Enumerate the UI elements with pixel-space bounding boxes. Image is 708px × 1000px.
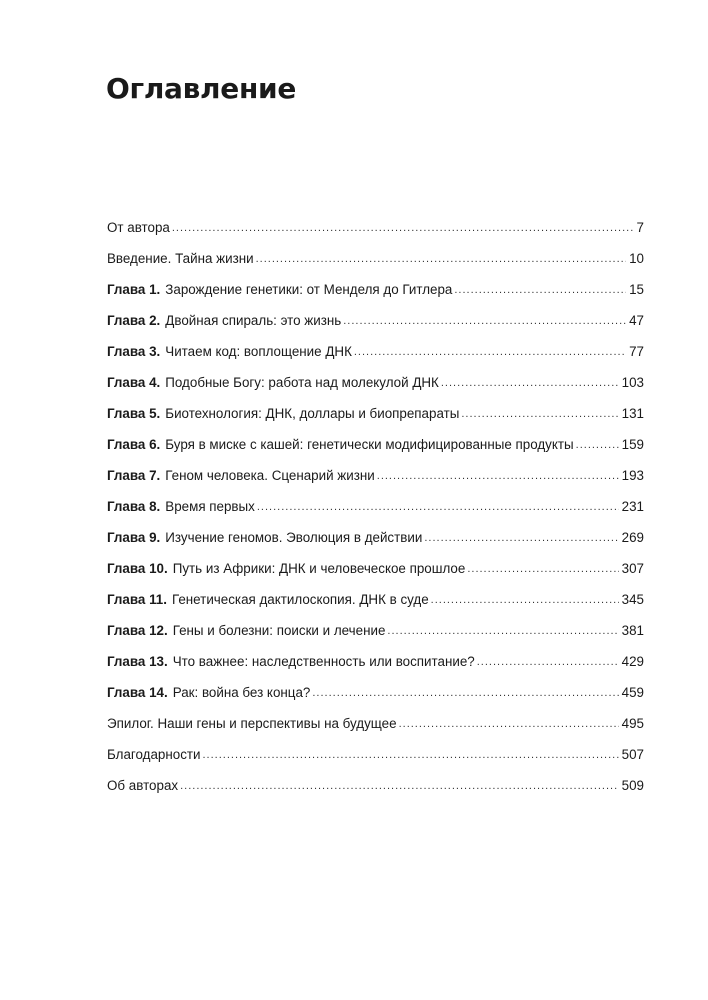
toc-entry xyxy=(107,745,644,776)
toc-page-number: 103 xyxy=(621,375,644,390)
dot-leader xyxy=(257,497,619,517)
toc-entry-label xyxy=(107,404,459,424)
dot-leader xyxy=(441,373,619,393)
toc-entry-title: Благодарности xyxy=(107,747,201,762)
toc-entry-title: Об авторах xyxy=(107,778,179,793)
toc-chapter-number: Глава 1. xyxy=(107,282,161,297)
dot-leader xyxy=(354,342,626,362)
toc-chapter-number: Глава 5. xyxy=(107,406,161,421)
toc-chapter-number: Глава 14. xyxy=(107,685,168,700)
dot-leader xyxy=(343,311,626,331)
toc-entry-title: Время первых xyxy=(165,499,255,514)
dot-leader xyxy=(467,559,618,579)
toc-page-number: 459 xyxy=(621,685,644,700)
dot-leader xyxy=(431,590,619,610)
toc-entry-title: Что важнее: наследственность или воспитание? xyxy=(172,654,475,669)
toc-page-number: 77 xyxy=(629,344,644,359)
toc-entry xyxy=(107,714,644,745)
toc-entry-label xyxy=(107,373,439,393)
toc-chapter-number: Глава 13. xyxy=(107,654,168,669)
toc-entry xyxy=(107,559,644,590)
toc-entry-title: Изучение геномов. Эволюция в действии xyxy=(165,530,423,545)
toc-entry-label xyxy=(107,559,465,579)
toc-entry xyxy=(107,342,644,373)
toc-chapter-number: Глава 6. xyxy=(107,437,161,452)
toc-entry-title: Двойная спираль: это жизнь xyxy=(165,313,342,328)
table-of-contents xyxy=(107,218,644,807)
dot-leader xyxy=(399,714,619,734)
toc-page-number: 429 xyxy=(621,654,644,669)
toc-entry-title: Эпилог. Наши гены и перспективы на будущее xyxy=(107,716,397,731)
dot-leader xyxy=(312,683,618,703)
toc-page-number: 381 xyxy=(621,623,644,638)
toc-entry-title: Гены и болезни: поиски и лечение xyxy=(172,623,386,638)
toc-entry-label xyxy=(107,249,254,269)
toc-chapter-number: Глава 4. xyxy=(107,375,161,390)
toc-entry xyxy=(107,590,644,621)
dot-leader xyxy=(454,280,626,300)
toc-entry-label xyxy=(107,435,574,455)
toc-entry xyxy=(107,621,644,652)
toc-entry-title: Рак: война без конца? xyxy=(172,685,311,700)
toc-entry xyxy=(107,776,644,807)
toc-entry-title: Введение. Тайна жизни xyxy=(107,251,254,266)
toc-page-number: 159 xyxy=(621,437,644,452)
toc-entry-label xyxy=(107,621,385,641)
toc-chapter-number: Глава 7. xyxy=(107,468,161,483)
toc-entry xyxy=(107,435,644,466)
toc-entry-title: Биотехнология: ДНК, доллары и биопрепараты xyxy=(165,406,460,421)
toc-entry xyxy=(107,373,644,404)
dot-leader xyxy=(377,466,619,486)
toc-page-number: 131 xyxy=(621,406,644,421)
toc-chapter-number: Глава 2. xyxy=(107,313,161,328)
dot-leader xyxy=(387,621,618,641)
toc-entry xyxy=(107,683,644,714)
toc-entry-label xyxy=(107,497,255,517)
toc-chapter-number: Глава 3. xyxy=(107,344,161,359)
toc-entry-title: Геном человека. Сценарий жизни xyxy=(165,468,375,483)
toc-entry xyxy=(107,218,644,249)
toc-entry-label xyxy=(107,342,352,362)
dot-leader xyxy=(180,776,619,796)
dot-leader xyxy=(172,218,634,238)
toc-entry-title: Зарождение генетики: от Менделя до Гитлера xyxy=(165,282,453,297)
toc-entry-label xyxy=(107,683,310,703)
toc-entry xyxy=(107,466,644,497)
toc-entry-label xyxy=(107,280,452,300)
toc-page-number: 509 xyxy=(621,778,644,793)
toc-page-number: 231 xyxy=(621,499,644,514)
toc-entry-label xyxy=(107,590,429,610)
toc-entry-label xyxy=(107,311,341,331)
toc-entry xyxy=(107,497,644,528)
toc-entry-title: От автора xyxy=(107,220,170,235)
dot-leader xyxy=(256,249,627,269)
toc-entry-title: Читаем код: воплощение ДНК xyxy=(165,344,352,359)
toc-entry-label xyxy=(107,466,375,486)
toc-entry xyxy=(107,528,644,559)
toc-entry-label xyxy=(107,528,422,548)
toc-entry xyxy=(107,404,644,435)
toc-page-number: 193 xyxy=(621,468,644,483)
toc-page-number: 307 xyxy=(621,561,644,576)
toc-page-number: 495 xyxy=(621,716,644,731)
toc-entry-title: Подобные Богу: работа над молекулой ДНК xyxy=(165,375,439,390)
dot-leader xyxy=(576,435,619,455)
dot-leader xyxy=(203,745,619,765)
toc-chapter-number: Глава 10. xyxy=(107,561,168,576)
toc-entry-label xyxy=(107,776,178,796)
toc-entry-title: Путь из Африки: ДНК и человеческое прошлое xyxy=(172,561,466,576)
toc-entry xyxy=(107,280,644,311)
dot-leader xyxy=(477,652,619,672)
toc-entry-title: Буря в миске с кашей: генетически модифицированные продукты xyxy=(165,437,574,452)
toc-page-number: 7 xyxy=(636,220,644,235)
toc-page-number: 345 xyxy=(621,592,644,607)
toc-entry-title: Генетическая дактилоскопия. ДНК в суде xyxy=(171,592,429,607)
toc-entry xyxy=(107,249,644,280)
toc-entry-label xyxy=(107,218,170,238)
toc-page-number: 10 xyxy=(629,251,644,266)
toc-entry-label xyxy=(107,745,201,765)
toc-page-number: 507 xyxy=(621,747,644,762)
toc-entry-label xyxy=(107,652,475,672)
toc-chapter-number: Глава 12. xyxy=(107,623,168,638)
toc-chapter-number: Глава 8. xyxy=(107,499,161,514)
toc-entry xyxy=(107,652,644,683)
page-title: Оглавление xyxy=(106,72,297,105)
toc-chapter-number: Глава 11. xyxy=(107,592,167,607)
toc-page-number: 269 xyxy=(621,530,644,545)
toc-chapter-number: Глава 9. xyxy=(107,530,161,545)
dot-leader xyxy=(461,404,618,424)
toc-entry-label xyxy=(107,714,397,734)
toc-page-number: 15 xyxy=(629,282,644,297)
dot-leader xyxy=(424,528,618,548)
toc-entry xyxy=(107,311,644,342)
toc-page-number: 47 xyxy=(629,313,644,328)
